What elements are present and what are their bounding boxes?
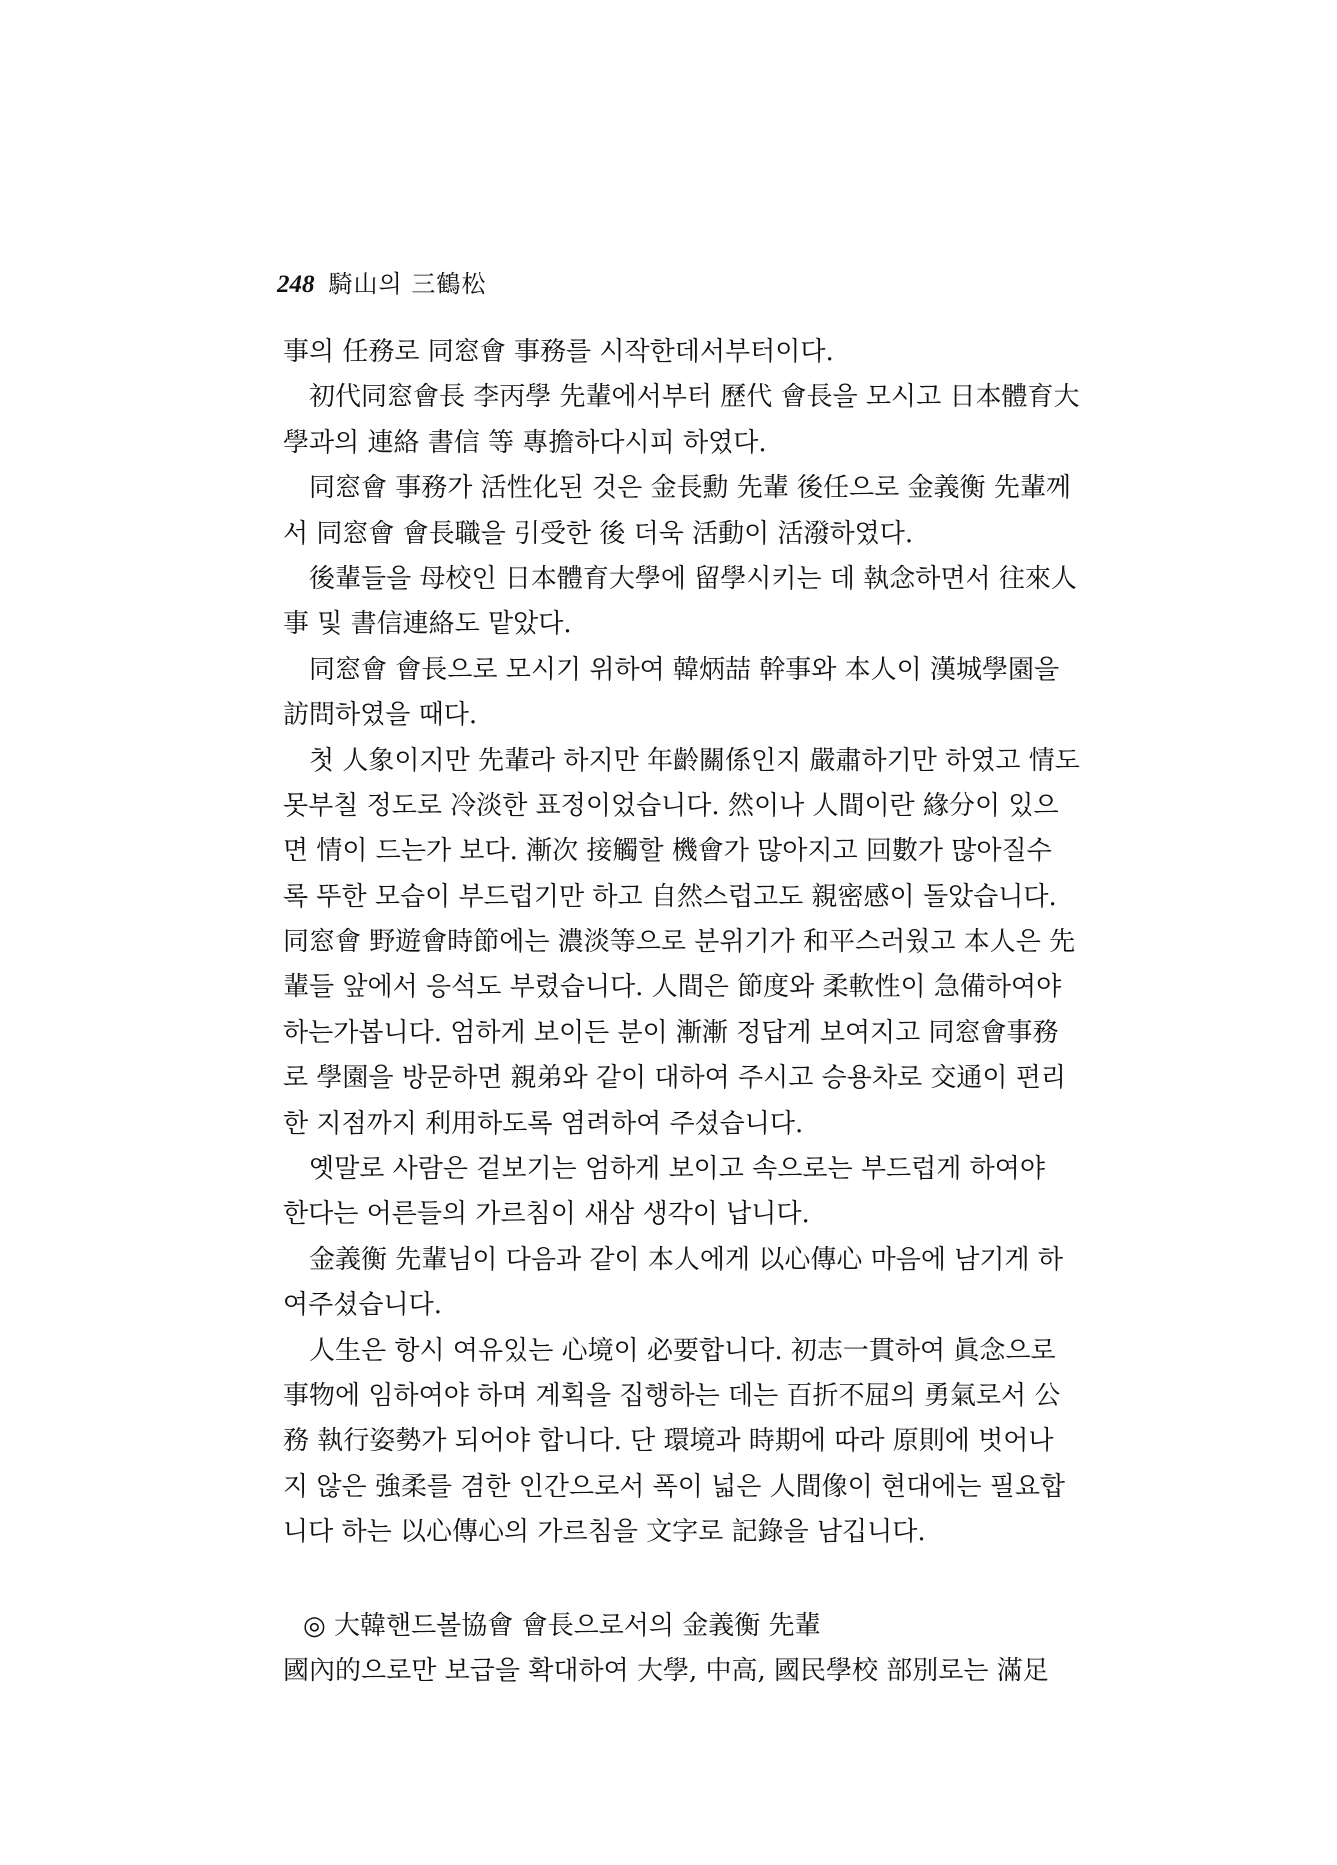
section-gap [283, 1556, 1108, 1604]
text-line: 록 뚜한 모습이 부드럽기만 하고 自然스럽고도 親密感이 돌았습니다. [283, 881, 1057, 912]
body-text [283, 330, 1108, 1694]
text-line: 한 지점까지 利用하도록 염려하여 주셨습니다. [283, 1108, 804, 1139]
text-line: 後輩들을 母校인 日本體育大學에 留學시키는 데 執念하면서 往來人 [309, 563, 1077, 594]
text-line: 지 않은 強柔를 겸한 인간으로서 폭이 넓은 人間像이 현대에는 필요합 [283, 1471, 1066, 1502]
page-number: 248 [277, 271, 315, 298]
text-line: 첫 人象이지만 先輩라 하지만 年齡關係인지 嚴肅하기만 하였고 情도 [309, 745, 1080, 776]
body-lines [283, 330, 1108, 1556]
text-line: 務 執行姿勢가 되어야 합니다. 단 環境과 時期에 따라 原則에 벗어나 [283, 1426, 1054, 1457]
text-line: 事 및 書信連絡도 맡았다. [283, 609, 572, 640]
text-line: 訪問하였을 때다. [283, 700, 478, 731]
text-line: 서 同窓會 會長職을 引受한 後 더욱 活動이 活潑하였다. [283, 518, 914, 549]
text-line: 여주셨습니다. [283, 1290, 442, 1321]
text-line: 니다 하는 以心傳心의 가르침을 文字로 記錄을 남깁니다. [283, 1517, 926, 1548]
text-line: 輩들 앞에서 응석도 부렸습니다. 人間은 節度와 柔軟性이 急備하여야 [283, 972, 1062, 1003]
text-line: 하는가봅니다. 엄하게 보이든 분이 漸漸 정답게 보여지고 同窓會事務 [283, 1017, 1059, 1048]
text-line: 學과의 連絡 書信 等 專擔하다시피 하였다. [283, 427, 767, 458]
running-header [277, 268, 486, 301]
text-line: 事의 任務로 同窓會 事務를 시작한데서부터이다. [283, 337, 834, 367]
section-heading: ◎ 大韓핸드볼協會 會長으로서의 金義衡 先輩 [303, 1610, 821, 1641]
text-line: 同窓會 事務가 活性化된 것은 金長勳 先輩 後任으로 金義衡 先輩께 [309, 473, 1071, 504]
text-line: 못부칠 정도로 冷淡한 표정이었습니다. 然이나 人間이란 緣分이 있으 [283, 790, 1059, 821]
text-line: 同窓會 野遊會時節에는 濃淡等으로 분위기가 和平스러웠고 本人은 先 [283, 927, 1076, 958]
text-line: 初代同窓會長 李丙學 先輩에서부터 歷代 會長을 모시고 日本體育大 [309, 382, 1080, 413]
text-line: 옛말로 사람은 겉보기는 엄하게 보이고 속으로는 부드럽게 하여야 [309, 1154, 1045, 1185]
text-line: 면 情이 드는가 보다. 漸次 接觸할 機會가 많아지고 回數가 많아질수 [283, 836, 1052, 867]
section-first-line: 國內的으로만 보급을 확대하여 大學, 中高, 國民學校 部別로는 滿足 [283, 1655, 1049, 1686]
text-line: 人生은 항시 여유있는 心境이 必要합니다. 初志一貫하여 眞念으로 [309, 1335, 1056, 1366]
text-line: 金義衡 先輩님이 다음과 같이 本人에게 以心傳心 마음에 남기게 하 [309, 1244, 1063, 1275]
text-line: 事物에 임하여야 하며 계획을 집행하는 데는 百折不屈의 勇氣로서 公 [283, 1380, 1061, 1411]
text-line: 同窓會 會長으로 모시기 위하여 韓炳喆 幹事와 本人이 漢城學園을 [309, 654, 1060, 685]
text-line: 한다는 어른들의 가르침이 새삼 생각이 납니다. [283, 1199, 810, 1230]
book-title: 騎山의 三鶴松 [328, 270, 487, 298]
text-line: 로 學園을 방문하면 親弟와 같이 대하여 주시고 승용차로 交通이 편리 [283, 1063, 1066, 1094]
